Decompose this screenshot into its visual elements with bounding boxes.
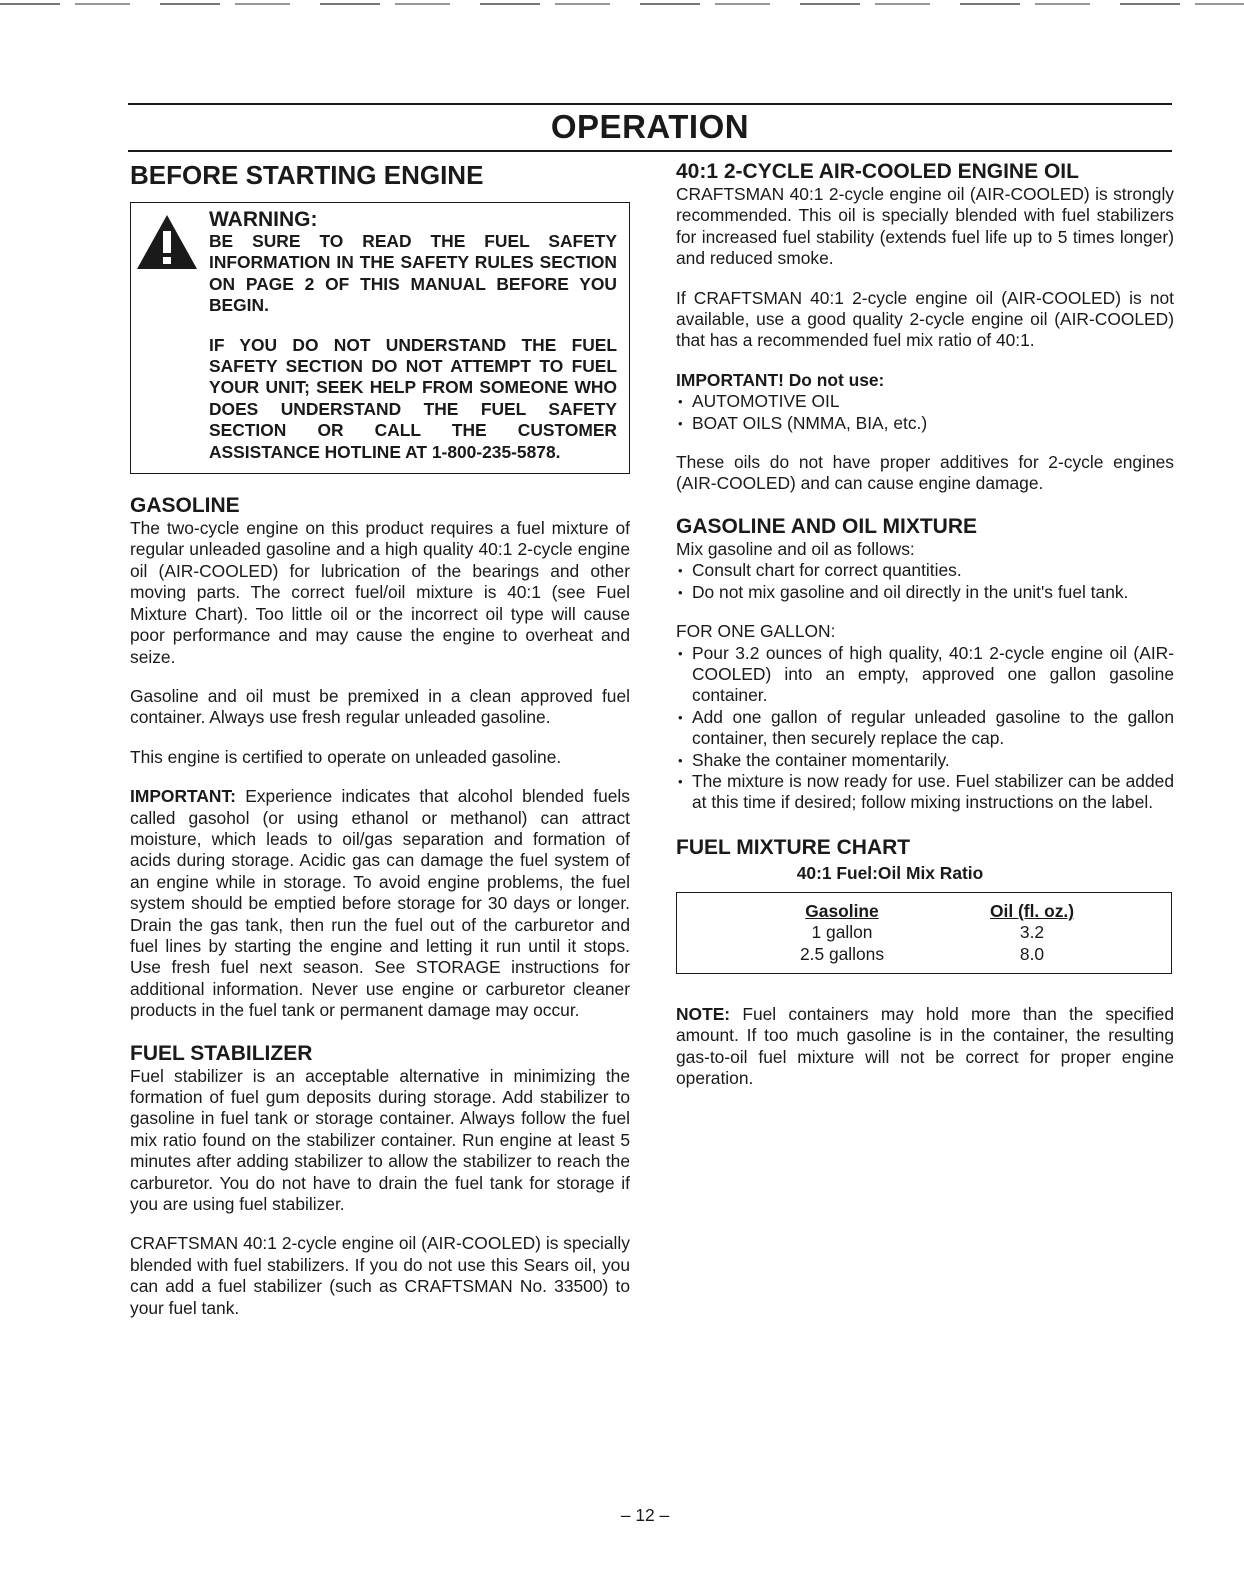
gasoline-para-1: The two-cycle engine on this product requires a fuel mixture of regular unleaded gasoline and a high quality 40:1 2-cycle engine oil (AIR-COOLED) for lubrication of the bearings and other moving parts. The correct fuel/oil mixture is 40:1 (see Fuel Mixture Chart). Too little oil or the incorrect oil type will cause poor performance and may cause the engine to overheat and seize. (130, 518, 630, 667)
before-starting-heading: BEFORE STARTING ENGINE (130, 160, 484, 190)
left-column (130, 160, 630, 1319)
gasoline-column-header: Gasoline (805, 900, 879, 921)
table-cell-oil: 8.0 (1019, 943, 1045, 964)
mixture-intro: Mix gasoline and oil as follows: (676, 538, 915, 559)
oil-para-3: These oils do not have proper additives for 2-cycle engines (AIR-COOLED) and can cause engine damage. (676, 452, 1174, 494)
warning-text-1: BE SURE TO READ THE FUEL SAFETY INFORMATION IN THE SAFETY RULES SECTION ON PAGE 2 OF THIS MANUAL BEFORE YOU BEGIN. (209, 231, 617, 316)
table-row (787, 922, 1087, 943)
stabilizer-para-2: CRAFTSMAN 40:1 2-cycle engine oil (AIR-COOLED) is specially blended with fuel stabilizers. If you do not use this Sears oil, you can add a fuel stabilizer (such as CRAFTSMAN No. 33500) to your fuel tank. (130, 1233, 630, 1318)
note-label: NOTE: (676, 1003, 731, 1024)
table-header-row (787, 901, 1087, 922)
mixture-list (676, 560, 1174, 603)
list-item: • Shake the container momentarily. (676, 750, 1174, 771)
list-item: • The mixture is now ready for use. Fuel stabilizer can be added at this time if desired; follow mixing instructions on the label. (676, 771, 1174, 814)
gasoline-heading: GASOLINE (130, 494, 240, 518)
mixture-heading: GASOLINE AND OIL MIXTURE (676, 514, 978, 538)
oil-important-label (676, 370, 1174, 391)
do-not-use-label: IMPORTANT! Do not use: (676, 369, 885, 390)
oil-column-header: Oil (fl. oz.) (989, 900, 1075, 921)
oil-para-2: If CRAFTSMAN 40:1 2-cycle engine oil (AIR-COOLED) is not available, use a good quality 2-cycle engine oil (AIR-COOLED) that has a recommended fuel mix ratio of 40:1. (676, 287, 1174, 351)
warning-text-2: IF YOU DO NOT UNDERSTAND THE FUEL SAFETY SECTION DO NOT ATTEMPT TO FUEL YOUR UNIT; SEEK HELP FROM SOMEONE WHO DOES UNDERSTAND THE FUEL SAFETY SECTION OR CALL THE CUSTOMER ASSISTANCE HOTLINE AT 1-800-235-5878. (209, 334, 617, 462)
gasoline-important-para (130, 786, 630, 1021)
table-cell-gas: 1 gallon (811, 922, 873, 943)
one-gallon-list (676, 643, 1174, 814)
note-text: Fuel containers may hold more than the specified amount. If too much gasoline is in the container, the resulting gas-to-oil fuel mixture will not be correct for proper engine operation. (676, 1003, 1174, 1089)
stabilizer-para-1: Fuel stabilizer is an acceptable alternative in minimizing the formation of fuel gum deposits during storage. Add stabilizer to gasoline in fuel tank or storage container. Always follow the fuel mix ratio found on the stabilizer container. Run engine at least 5 minutes after adding stabilizer to allow the stabilizer to reach the carburetor. You do not have to drain the fuel tank for storage if you are using fuel stabilizer. (130, 1065, 630, 1215)
do-not-use-list (676, 391, 1174, 434)
scan-edge-line (0, 3, 1244, 5)
fuel-chart-subtitle: 40:1 Fuel:Oil Mix Ratio (796, 862, 984, 883)
list-item: • AUTOMOTIVE OIL (676, 391, 1174, 412)
page-number: – 12 – (620, 1505, 670, 1525)
oil-para-1: CRAFTSMAN 40:1 2-cycle engine oil (AIR-COOLED) is strongly recommended. This oil is specially blended with fuel stabilizers for increased fuel stability (extends fuel life up to 5 times longer) and reduced smoke. (676, 184, 1174, 269)
important-label: IMPORTANT: (130, 786, 236, 807)
header-rule-bottom (128, 150, 1172, 152)
list-item: • Do not mix gasoline and oil directly in the unit's fuel tank. (676, 582, 1174, 603)
warning-box (130, 202, 630, 474)
list-item: • Add one gallon of regular unleaded gasoline to the gallon container, then securely replace the cap. (676, 707, 1174, 750)
list-item: • Pour 3.2 ounces of high quality, 40:1 2-cycle engine oil (AIR-COOLED) into an empty, approved one gallon gasoline container. (676, 643, 1174, 707)
table-row (787, 944, 1087, 965)
note-para (676, 1004, 1174, 1090)
page-title: OPERATION (550, 108, 750, 145)
one-gallon-label: FOR ONE GALLON: (676, 621, 836, 642)
list-item: • Consult chart for correct quantities. (676, 560, 1174, 581)
important-text: Experience indicates that alcohol blended fuels called gasohol (or using ethanol or methanol) can attract moisture, which leads to oil/gas separation and formation of acids during storage. Acidic gas can damage the fuel system of an engine while in storage. To avoid engine problems, the fuel system should be emptied before storage for 30 days or longer. Drain the gas tank, then run the fuel out of the carburetor and fuel lines by starting the engine and letting it run until it stops. Use fresh fuel next season. See STORAGE instructions for additional information. Never use engine or carburetor cleaner products in the fuel tank or permanent damage may occur. (130, 786, 630, 1021)
right-column (676, 160, 1174, 1090)
fuel-chart-heading: FUEL MIXTURE CHART (676, 835, 911, 859)
fuel-stabilizer-heading: FUEL STABILIZER (130, 1041, 313, 1065)
table-cell-gas: 2.5 gallons (799, 943, 885, 964)
list-item: • BOAT OILS (NMMA, BIA, etc.) (676, 413, 1174, 434)
gasoline-para-2: Gasoline and oil must be premixed in a clean approved fuel container. Always use fresh regular unleaded gasoline. (130, 685, 630, 728)
gasoline-para-3: This engine is certified to operate on unleaded gasoline. (130, 746, 562, 767)
warning-title: WARNING: (209, 208, 318, 231)
table-cell-oil: 3.2 (1019, 922, 1045, 943)
engine-oil-heading: 40:1 2-CYCLE AIR-COOLED ENGINE OIL (676, 160, 1079, 183)
fuel-mixture-table (787, 901, 1087, 965)
fuel-chart-box (676, 892, 1172, 974)
warning-triangle-icon (135, 213, 199, 271)
